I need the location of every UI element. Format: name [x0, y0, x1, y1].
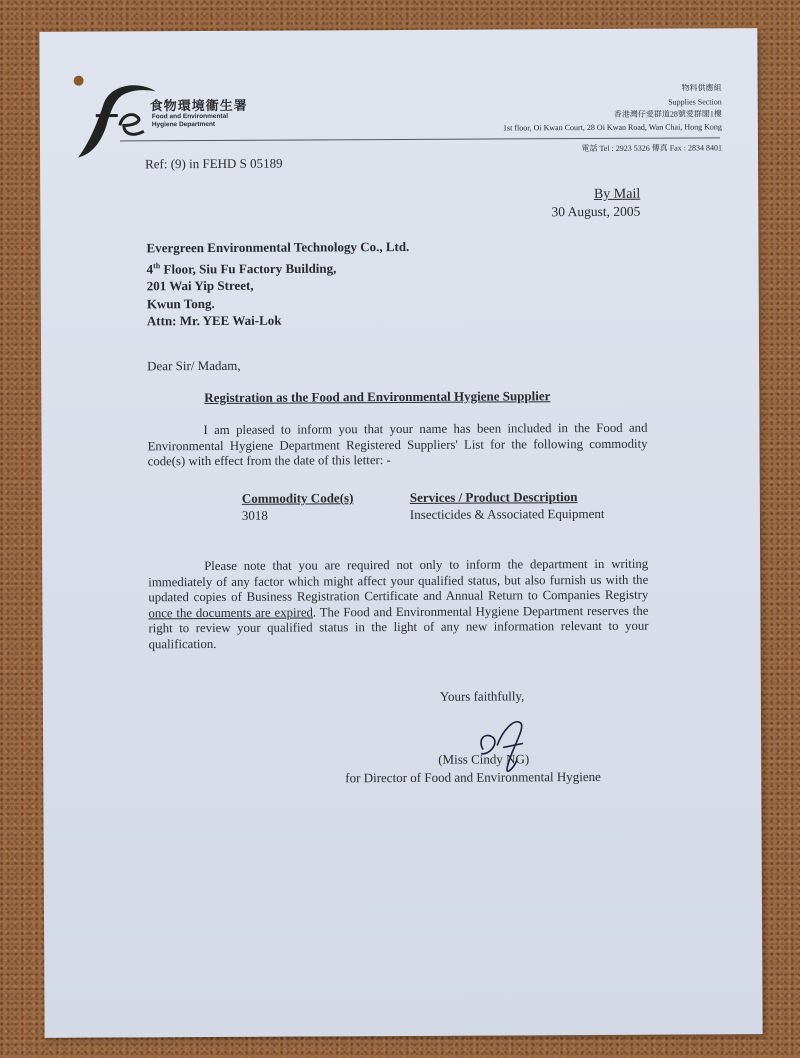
- body-paragraph-1: I am pleased to inform you that your name has been included in the Food and Environmental Hygiene Department Registered Suppliers' List for the following commodity code(s) with effect from the date of this letter: -: [147, 420, 648, 469]
- floor-suffix: th: [153, 260, 161, 270]
- recipient-street: 201 Wai Yip Street,: [146, 278, 254, 294]
- reference-number: Ref: (9) in FEHD S 05189: [145, 155, 283, 172]
- org-name-en-line-2: Hygiene Department: [151, 120, 216, 129]
- contact-line: 電話 Tel : 2923 5326 傳真 Fax : 2834 8401: [581, 143, 723, 154]
- floor-text: Floor, Siu Fu Factory Building,: [160, 260, 337, 277]
- body-paragraph-2: [148, 557, 648, 653]
- recipient-floor: [147, 255, 410, 277]
- org-name-en-line-1: Food and Environmental: [151, 112, 229, 121]
- letterhead-rule: [120, 137, 720, 141]
- subject-line: Registration as the Food and Environmental Hygiene Supplier: [204, 388, 551, 406]
- description-value: Insecticides & Associated Equipment: [409, 505, 605, 522]
- floor-number: 4: [146, 261, 154, 277]
- address-cn: 香港灣仔愛群道28號愛群閣1樓: [613, 109, 722, 119]
- org-name-en: [152, 113, 228, 129]
- paragraph-2-underlined: once the documents are expired: [148, 604, 313, 620]
- recipient-company: Evergreen Environmental Technology Co., Ltd.: [146, 238, 410, 256]
- salutation: Dear Sir/ Madam,: [147, 357, 241, 374]
- fehd-logo-icon: [70, 81, 160, 159]
- org-name-cn: 食物環境衞生署: [149, 98, 248, 115]
- recipient-district: Kwun Tong.: [146, 295, 215, 312]
- commodity-code-value: 3018: [241, 507, 268, 523]
- closing: Yours faithfully,: [439, 688, 525, 704]
- letter-paper: [39, 28, 762, 1038]
- address-en: 1st floor, Oi Kwan Court, 28 Oi Kwan Road, Wan Chai, Hong Kong: [502, 122, 722, 133]
- paragraph-2-part-b: . The Food and Environmental Hygiene Department reserves the right to review your qualified status in the light of any new information relevant to your qualification.: [148, 603, 649, 651]
- recipient-address: [146, 238, 409, 330]
- section-name-cn: 物料供應組: [681, 83, 722, 93]
- letter-date: 30 August, 2005: [551, 203, 641, 220]
- commodity-code-header: Commodity Code(s): [241, 490, 354, 506]
- signatory-role: for Director of Food and Environmental Hygiene: [345, 768, 601, 786]
- section-name-en: Supplies Section: [668, 97, 722, 107]
- signatory-name: (Miss Cindy NG): [438, 751, 530, 767]
- description-header: Services / Product Description: [409, 489, 578, 505]
- recipient-attn: Attn: Mr. YEE Wai-Lok: [146, 312, 282, 329]
- delivery-method: By Mail: [593, 186, 641, 202]
- paragraph-2-part-a: Please note that you are required not only to inform the department in writing immediately of any factor which might affect your qualified status, but also furnish us with the updated copies of Business Registration Certificate and Annual Return to Companies Registry: [148, 556, 649, 605]
